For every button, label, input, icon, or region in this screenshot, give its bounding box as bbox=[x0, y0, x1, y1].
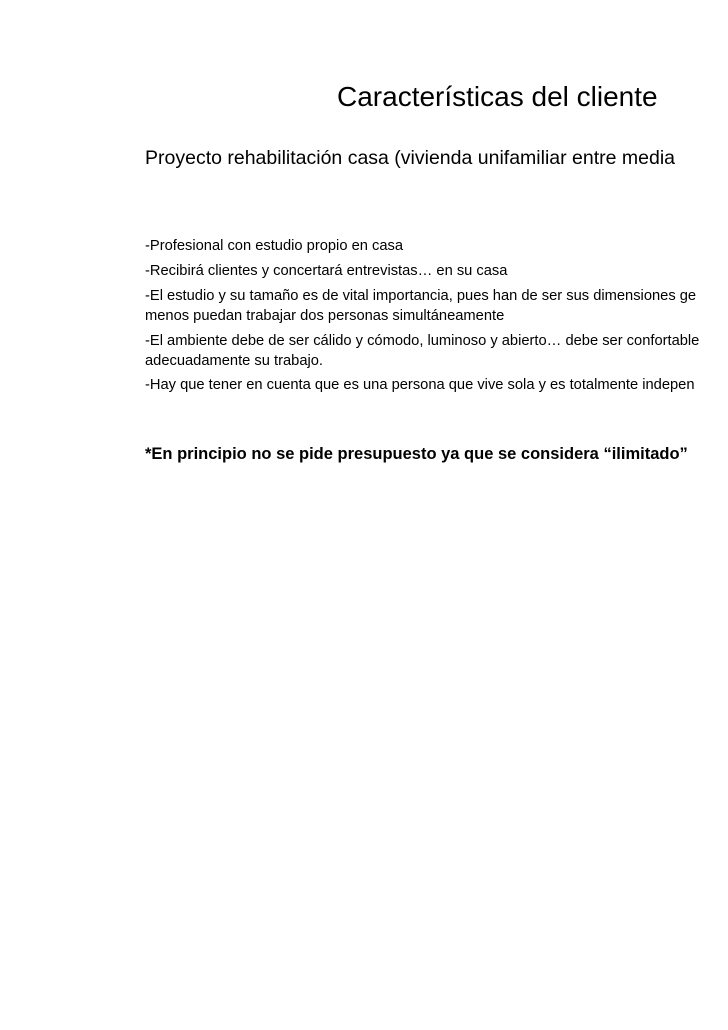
requirement-line: -El estudio y su tamaño es de vital importancia, pues han de ser sus dimensiones ge bbox=[145, 288, 697, 304]
slide-subtitle: Proyecto rehabilitación casa (vivienda unifamiliar entre media bbox=[145, 147, 676, 169]
requirement-line: -El ambiente debe de ser cálido y cómodo, luminoso y abierto… debe ser confortable bbox=[145, 333, 700, 349]
slide-title: Características del cliente bbox=[337, 81, 658, 112]
requirement-line-continued: menos puedan trabajar dos personas simultáneamente bbox=[145, 308, 505, 324]
requirement-line-continued: adecuadamente su trabajo. bbox=[145, 353, 324, 369]
requirement-item bbox=[145, 236, 728, 256]
requirement-item bbox=[145, 286, 728, 326]
requirement-line: -Hay que tener en cuenta que es una persona que vive sola y es totalmente indepen bbox=[145, 377, 695, 393]
requirement-item bbox=[145, 261, 728, 281]
requirement-line: -Profesional con estudio propio en casa bbox=[145, 238, 404, 254]
budget-note: *En principio no se pide presupuesto ya que se considera “ilimitado” bbox=[145, 445, 688, 463]
requirement-item bbox=[145, 375, 728, 395]
requirements-list bbox=[145, 236, 728, 400]
requirement-item bbox=[145, 331, 728, 371]
requirement-line: -Recibirá clientes y concertará entrevistas… en su casa bbox=[145, 263, 508, 279]
